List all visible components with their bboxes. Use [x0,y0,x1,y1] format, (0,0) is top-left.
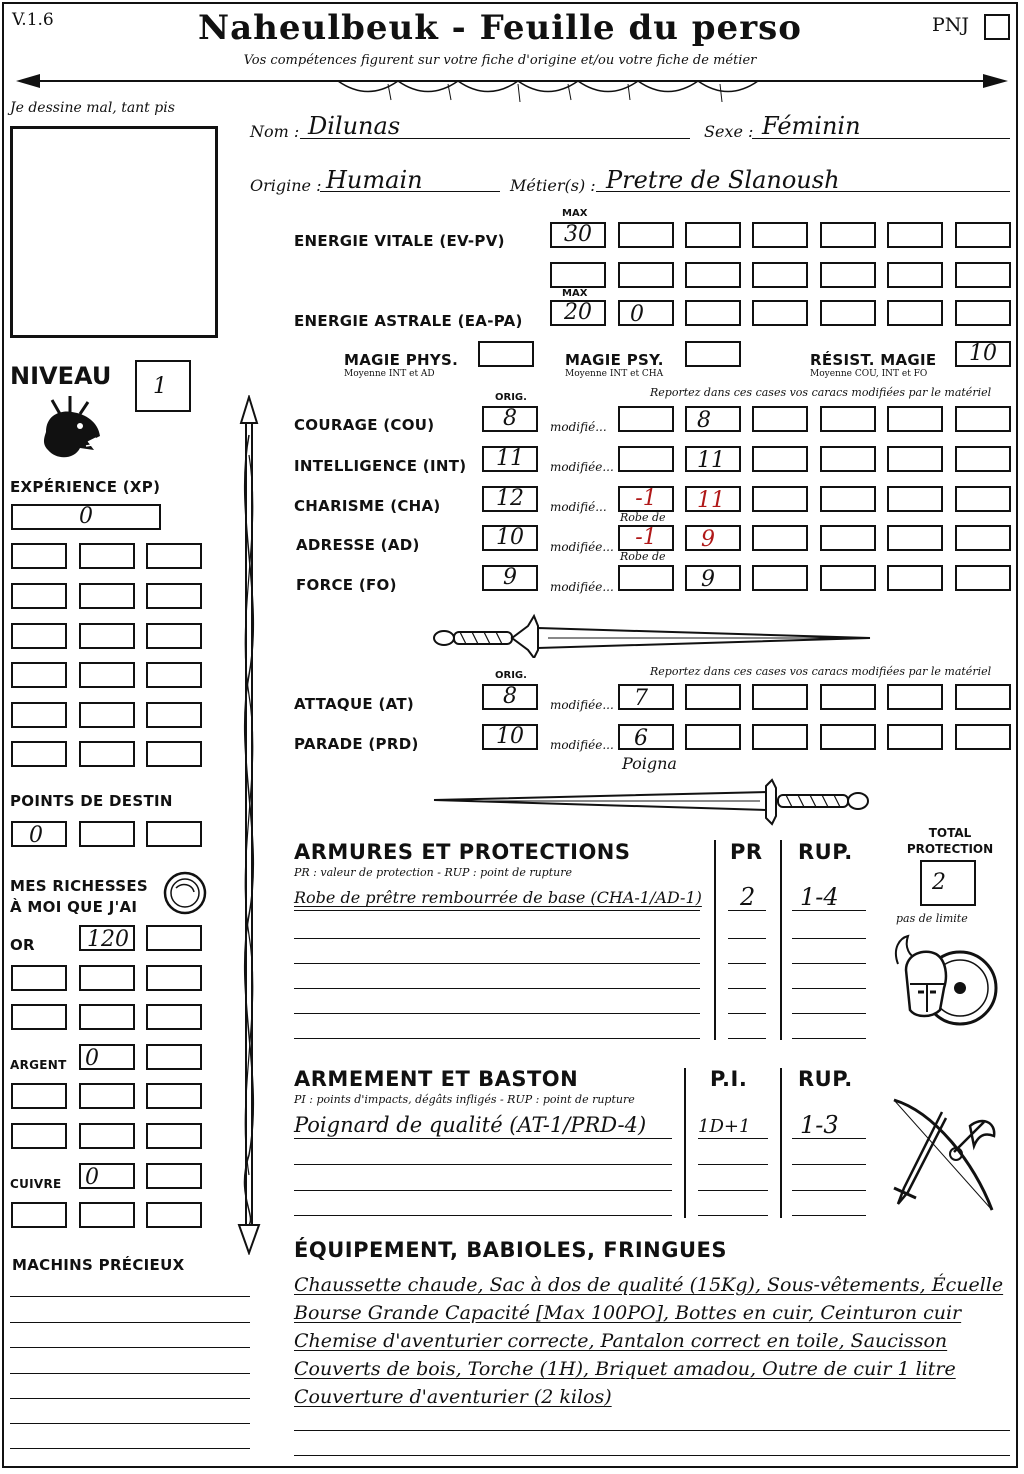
machins-label: MACHINS PRÉCIEUX [12,1256,185,1274]
machins-line[interactable] [10,1373,250,1374]
equipment-line[interactable]: Couverts de bois, Torche (1H), Briquet amadou, Outre de cuir 1 litre [294,1358,956,1380]
stat-label-charisme: CHARISME (CHA) [294,497,441,515]
stat-mod-label: modifié... [550,420,607,434]
portrait-caption: Je dessine mal, tant pis [10,100,175,116]
weapon-item-pi[interactable]: 1D+1 [698,1116,751,1137]
ev-max-box[interactable]: 30 [550,222,606,248]
stat-final-box[interactable]: 11 [685,446,741,472]
or-label: OR [10,936,35,954]
weapons-rup-header: RUP. [798,1067,853,1091]
stat-adj-box[interactable] [618,446,674,472]
total-label: PROTECTION [906,842,994,856]
equipment-line[interactable]: Chemise d'aventurier correcte, Pantalon correct en toile, Saucisson [294,1330,948,1352]
xp-box[interactable] [11,702,67,728]
machins-line[interactable] [10,1448,250,1449]
parade-label: PARADE (PRD) [294,735,419,753]
equipment-title: ÉQUIPEMENT, BABIOLES, FRINGUES [294,1238,727,1262]
cuivre-box[interactable] [79,1202,135,1228]
stat-final-box[interactable]: 9 [685,525,741,551]
machins-line[interactable] [10,1322,250,1323]
magie-psy-box[interactable] [685,341,741,367]
total-protection-box[interactable]: 2 [920,860,976,906]
ev-box[interactable] [685,222,741,248]
ev-box[interactable] [820,262,876,288]
weapon-line[interactable] [294,1190,672,1191]
equipment-empty-line[interactable] [294,1430,1010,1431]
ea-label: ENERGIE ASTRALE (EA-PA) [294,312,523,330]
armor-rup-header: RUP. [798,840,853,864]
ea-box[interactable] [820,300,876,326]
armor-line[interactable] [294,1038,700,1039]
argent-box[interactable] [146,1083,202,1109]
stat-orig-box[interactable]: 12 [482,486,538,512]
sword-icon [430,778,875,826]
armor-line[interactable] [294,963,700,964]
stat-box[interactable] [752,486,808,512]
weapon-line[interactable] [294,1215,672,1216]
ev-box[interactable] [550,262,606,288]
equipment-line[interactable]: Bourse Grande Capacité [Max 100PO], Bottes en cuir, Ceinturon cuir [294,1302,962,1324]
argent-label: ARGENT [10,1058,67,1072]
destin-box[interactable]: 0 [11,821,67,847]
argent-box[interactable]: 0 [79,1044,135,1070]
stat-final-box[interactable]: 11 [685,486,741,512]
stat-box[interactable] [887,406,943,432]
xp-box[interactable] [79,583,135,609]
xp-box[interactable]: 0 [11,504,161,530]
stat-mod-label: modifiée... [550,580,614,594]
xp-box[interactable] [146,623,202,649]
combat-report-note: Reportez dans ces cases vos caracs modifiées par le matériel [650,665,992,678]
ev-max-label: MAX [562,208,588,219]
limit-note: pas de limite [896,912,968,925]
pnj-label: PNJ [932,14,970,36]
stat-box[interactable] [955,406,1011,432]
or-box[interactable] [79,965,135,991]
richesses-label: MES RICHESSES [10,877,149,895]
stat-adj-box[interactable]: -1 [618,525,674,551]
armor-line[interactable] [294,938,700,939]
armor-subtitle: PR : valeur de protection - RUP : point de rupture [294,866,572,879]
machins-line[interactable] [10,1347,250,1348]
attaque-box[interactable] [752,684,808,710]
cuivre-label: CUIVRE [10,1177,62,1191]
dragon-icon [36,392,108,464]
ea-max-label: MAX [562,288,588,299]
weapons-pi-header: P.I. [710,1067,748,1091]
stat-box[interactable] [752,446,808,472]
stat-mod-label: modifiée... [550,540,614,554]
metier-value[interactable]: Pretre de Slanoush [606,166,840,194]
magie-phys-sub: Moyenne INT et AD [344,369,435,379]
weapon-item-name[interactable]: Poignard de qualité (AT-1/PRD-4) [294,1113,647,1137]
xp-box[interactable] [11,583,67,609]
xp-box[interactable] [11,543,67,569]
weapons-icon [884,1092,1006,1218]
stat-box[interactable] [752,525,808,551]
sexe-label: Sexe : [704,122,754,141]
machins-line[interactable] [10,1296,250,1297]
stat-box[interactable] [955,446,1011,472]
total-label: TOTAL [928,826,972,840]
stat-label-adresse: ADRESSE (AD) [296,536,420,554]
stat-adj-box[interactable]: -1 [618,486,674,512]
stat-final-box[interactable]: 9 [685,565,741,591]
cuivre-box[interactable]: 0 [79,1163,135,1189]
stat-adj-box[interactable] [618,565,674,591]
cuivre-box[interactable] [146,1163,202,1189]
xp-box[interactable] [11,662,67,688]
parade-value-box[interactable]: 6 [618,724,674,750]
nom-label: Nom : [250,122,300,141]
magie-psy-label: MAGIE PSY. [565,351,664,369]
parade-box[interactable] [752,724,808,750]
or-box[interactable] [11,1004,67,1030]
stat-box[interactable] [752,406,808,432]
stat-box[interactable] [955,565,1011,591]
stat-adj-note: Robe de [620,550,666,563]
spear-icon [226,395,272,1255]
ea-box[interactable] [955,300,1011,326]
ev-box[interactable] [820,222,876,248]
xp-box[interactable] [79,543,135,569]
or-box[interactable] [11,965,67,991]
stat-box[interactable] [955,486,1011,512]
or-box[interactable] [79,1004,135,1030]
xp-box[interactable] [79,702,135,728]
cuivre-box[interactable] [146,1202,202,1228]
stat-box[interactable] [887,446,943,472]
attaque-box[interactable] [955,684,1011,710]
armor-item-rup[interactable]: 1-4 [800,883,839,911]
magie-psy-sub: Moyenne INT et CHA [565,369,664,379]
xp-box[interactable] [146,662,202,688]
stat-box[interactable] [887,486,943,512]
attaque-orig-box[interactable]: 8 [482,684,538,710]
attaque-box[interactable] [685,684,741,710]
xp-box[interactable] [79,741,135,767]
xp-box[interactable] [146,741,202,767]
stats-report-note: Reportez dans ces cases vos caracs modifiées par le matériel [650,386,992,399]
ev-box[interactable] [618,262,674,288]
xp-box[interactable] [146,583,202,609]
cuivre-box[interactable] [11,1202,67,1228]
equipment-empty-line[interactable] [294,1455,1010,1456]
attaque-value-box[interactable]: 7 [618,684,674,710]
stat-label-courage: COURAGE (COU) [294,416,435,434]
richesses-label: À MOI QUE J'AI [10,898,138,916]
armor-item-name[interactable]: Robe de prêtre rembourrée de base (CHA-1/AD-1) [294,888,702,907]
stat-orig-box[interactable]: 9 [482,565,538,591]
helmet-shield-icon [890,926,1000,1036]
xp-box[interactable] [11,741,67,767]
xp-box[interactable] [79,623,135,649]
ea-max-box[interactable]: 20 [550,300,606,326]
xp-box[interactable] [79,662,135,688]
page-subtitle: Vos compétences figurent sur votre fiche d'origine et/ou votre fiche de métier [243,53,757,68]
parade-box[interactable] [887,724,943,750]
or-box[interactable] [146,965,202,991]
ev-box[interactable] [887,222,943,248]
resist-magie-sub: Moyenne COU, INT et FO [810,369,928,379]
weapon-item-rup[interactable]: 1-3 [800,1111,839,1139]
stat-box[interactable] [887,525,943,551]
stat-orig-box[interactable]: 8 [482,406,538,432]
armor-line[interactable] [294,1013,700,1014]
attaque-mod-label: modifiée... [550,698,614,712]
or-box[interactable]: 120 [79,925,135,951]
stat-orig-box[interactable]: 10 [482,525,538,551]
ev-label: ENERGIE VITALE (EV-PV) [294,232,505,250]
ea-box[interactable] [685,300,741,326]
version-label: V.1.6 [12,10,54,30]
xp-box[interactable] [146,702,202,728]
ev-box[interactable] [685,262,741,288]
portrait-box[interactable] [10,126,218,338]
destin-box[interactable] [146,821,202,847]
stats-orig-label: ORIG. [495,392,527,403]
parade-box[interactable] [820,724,876,750]
stat-label-intelligence: INTELLIGENCE (INT) [294,457,467,475]
xp-label: EXPÉRIENCE (XP) [10,478,161,496]
stat-box[interactable] [955,525,1011,551]
stat-box[interactable] [887,565,943,591]
machins-line[interactable] [10,1423,250,1424]
machins-line[interactable] [10,1398,250,1399]
xp-box[interactable] [11,623,67,649]
resist-magie-box[interactable]: 10 [955,341,1011,367]
ev-box[interactable] [752,222,808,248]
parade-box[interactable] [685,724,741,750]
armor-pr-header: PR [730,840,763,864]
niveau-label: NIVEAU [10,362,112,390]
equipment-line[interactable]: Chaussette chaude, Sac à dos de qualité (15Kg), Sous-vêtements, Écuelle [294,1274,1004,1296]
combat-orig-label: ORIG. [495,670,527,681]
coin-icon [162,870,208,916]
ev-box[interactable] [887,262,943,288]
stat-box[interactable] [820,406,876,432]
stat-adj-note: Robe de [620,511,666,524]
stat-orig-box[interactable]: 11 [482,446,538,472]
page-title: Naheulbeuk - Feuille du perso [198,8,802,48]
ev-box[interactable] [618,222,674,248]
ea-box[interactable] [752,300,808,326]
pnj-checkbox[interactable] [984,14,1010,40]
argent-box[interactable] [11,1123,67,1149]
sexe-value[interactable]: Féminin [762,112,861,140]
ev-box[interactable] [752,262,808,288]
ev-box[interactable] [955,222,1011,248]
nom-value[interactable]: Dilunas [308,112,401,140]
ev-box[interactable] [955,262,1011,288]
armor-title: ARMURES ET PROTECTIONS [294,840,631,864]
stat-adj-box[interactable] [618,406,674,432]
stat-mod-label: modifié... [550,500,607,514]
stat-mod-label: modifiée... [550,460,614,474]
armor-item-pr[interactable]: 2 [740,883,756,911]
resist-magie-label: RÉSIST. MAGIE [810,351,937,369]
magie-phys-label: MAGIE PHYS. [344,351,459,369]
ea-current-box[interactable]: 0 [618,300,674,326]
argent-box[interactable] [79,1083,135,1109]
xp-box[interactable] [146,543,202,569]
or-box[interactable] [146,1004,202,1030]
attaque-box[interactable] [820,684,876,710]
stat-final-box[interactable]: 8 [685,406,741,432]
niveau-box[interactable]: 1 [135,360,191,412]
stat-box[interactable] [820,446,876,472]
parade-box[interactable] [955,724,1011,750]
destin-label: POINTS DE DESTIN [10,792,173,810]
metier-label: Métier(s) : [510,176,596,195]
ea-box[interactable] [887,300,943,326]
argent-box[interactable] [79,1123,135,1149]
origine-value[interactable]: Humain [326,166,423,194]
weapons-title: ARMEMENT ET BASTON [294,1067,579,1091]
magie-phys-box[interactable] [478,341,534,367]
argent-box[interactable] [146,1123,202,1149]
stat-box[interactable] [820,486,876,512]
origine-label: Origine : [250,176,322,195]
armor-line[interactable] [294,988,700,989]
attaque-box[interactable] [887,684,943,710]
equipment-line[interactable]: Couverture d'aventurier (2 kilos) [294,1386,612,1408]
argent-box[interactable] [146,1044,202,1070]
parade-orig-box[interactable]: 10 [482,724,538,750]
weapon-line[interactable] [294,1164,672,1165]
destin-box[interactable] [79,821,135,847]
parade-note: Poigna [622,754,677,773]
attaque-label: ATTAQUE (AT) [294,695,415,713]
stat-box[interactable] [820,525,876,551]
weapons-subtitle: PI : points d'impacts, dégâts infligés - RUP : point de rupture [294,1093,635,1106]
parade-mod-label: modifiée... [550,738,614,752]
stat-box[interactable] [820,565,876,591]
stat-label-force: FORCE (FO) [296,576,397,594]
sword-icon [430,612,875,658]
or-box[interactable] [146,925,202,951]
stat-box[interactable] [752,565,808,591]
argent-box[interactable] [11,1083,67,1109]
